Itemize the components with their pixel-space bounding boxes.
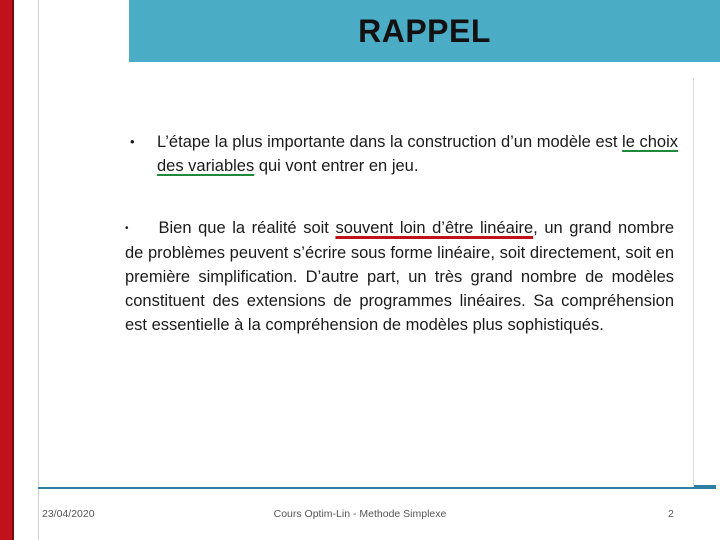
footer-course-text: Cours Optim-Lin - Methode Simplexe bbox=[273, 508, 447, 520]
footer-page-number: 2 bbox=[668, 508, 674, 520]
left-margin-rule bbox=[38, 0, 39, 540]
bullet-text-before: L’étape la plus importante dans la construction d’un modèle est bbox=[157, 133, 623, 151]
bullet-icon: • bbox=[125, 223, 129, 234]
slide-title: RAPPEL bbox=[358, 12, 491, 49]
footer-divider bbox=[38, 487, 716, 489]
bullet-text bbox=[157, 130, 690, 178]
highlight-variables: le choix des variables bbox=[157, 133, 678, 175]
bullet-icon: • bbox=[130, 134, 135, 149]
bullet-text-after: , un grand nombre de problèmes peuvent s’écrire sous forme linéaire, soit directement, soit en première simplification. D’autre part, un très grand nombre de modèles constituent des extensions de programmes linéaires. Sa compréhension est essentielle à la compréhension de modèles plus sophistiqués. bbox=[125, 219, 674, 334]
bullet-text-after: qui vont entrer en jeu. bbox=[254, 157, 419, 175]
bullet-point-variables bbox=[130, 130, 690, 178]
bullet-point-linearity bbox=[125, 216, 674, 337]
footer-divider-tail bbox=[694, 485, 716, 489]
bullet-text-before: Bien que la réalité soit bbox=[158, 219, 336, 237]
footer-course-title bbox=[0, 508, 720, 520]
highlight-linearity: souvent loin d’être linéaire bbox=[335, 219, 534, 237]
left-accent-bar bbox=[0, 0, 14, 540]
right-margin-rule bbox=[693, 78, 694, 488]
footer-date: 23/04/2020 bbox=[42, 508, 95, 520]
